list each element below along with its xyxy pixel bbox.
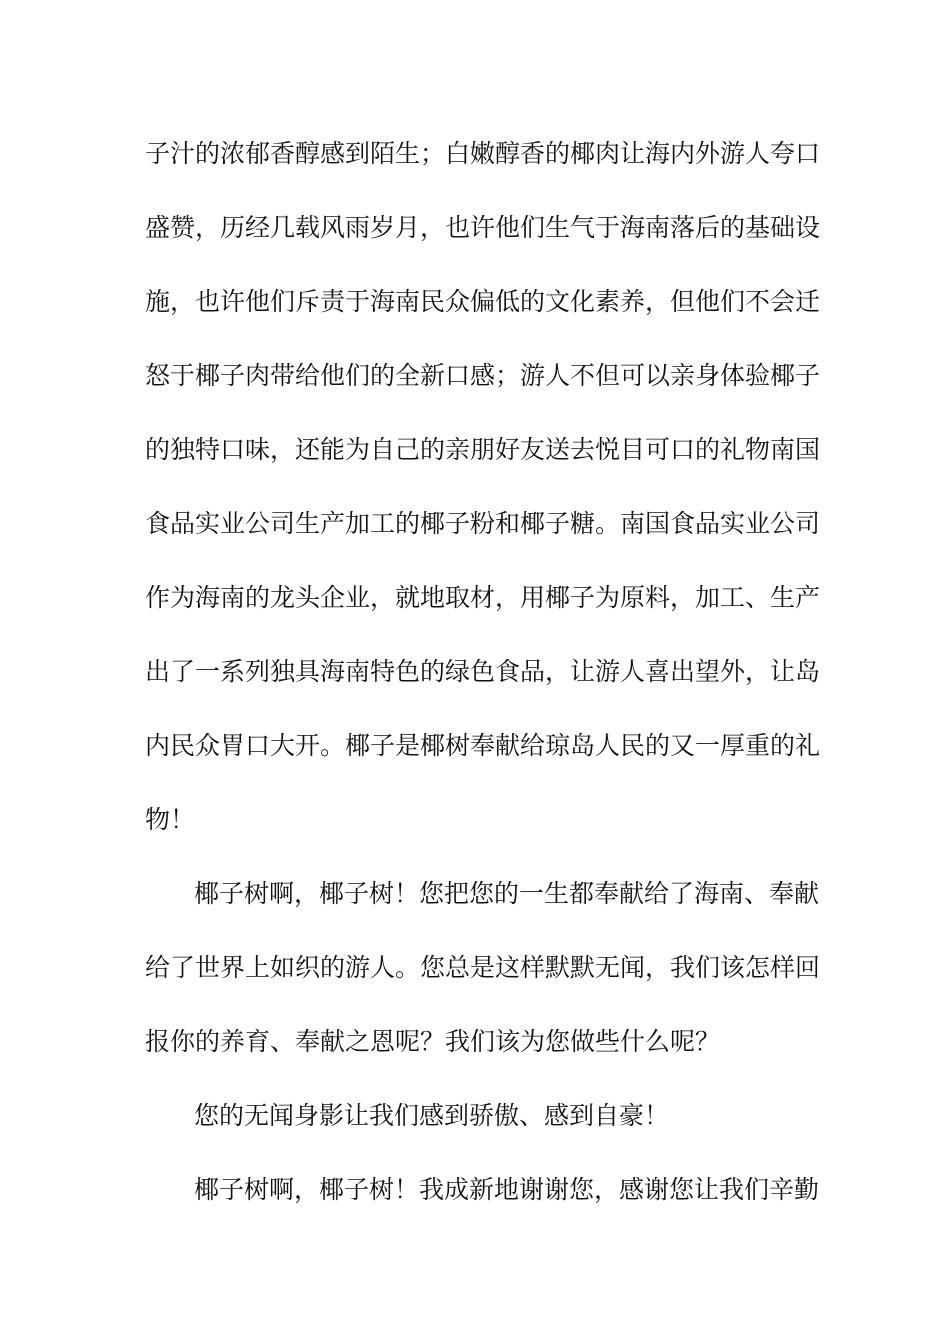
text-line: 椰子树啊，椰子树！您把您的一生都奉献给了海南、奉献: [194, 879, 820, 908]
text-line: 物！: [145, 805, 196, 834]
text-line: 的独特口味，还能为自己的亲朋好友送去悦目可口的礼物南国: [145, 435, 821, 464]
text-line: 怒于椰子肉带给他们的全新口感；游人不但可以亲身体验椰子: [145, 361, 821, 390]
text-line: 您的无闻身影让我们感到骄傲、感到自豪！: [194, 1101, 670, 1130]
text-line: 食品实业公司生产加工的椰子粉和椰子糖。南国食品实业公司: [145, 509, 821, 538]
text-line: 作为海南的龙头企业，就地取材，用椰子为原料，加工、生产: [145, 583, 821, 612]
text-line: 施，也许他们斥责于海南民众偏低的文化素养，但他们不会迁: [145, 287, 821, 316]
text-line: 给了世界上如织的游人。您总是这样默默无闻，我们该怎样回: [145, 953, 821, 982]
text-line: 报你的养育、奉献之恩呢？我们该为您做些什么呢？: [145, 1027, 721, 1056]
text-line: 出了一系列独具海南特色的绿色食品，让游人喜出望外，让岛: [145, 657, 821, 686]
text-line: 盛赞，历经几载风雨岁月，也许他们生气于海南落后的基础设: [145, 213, 821, 242]
text-line: 子汁的浓郁香醇感到陌生；白嫩醇香的椰肉让海内外游人夸口: [145, 139, 821, 168]
text-line: 内民众胃口大开。椰子是椰树奉献给琼岛人民的又一厚重的礼: [145, 731, 821, 760]
text-line: 椰子树啊，椰子树！我成新地谢谢您，感谢您让我们辛勤: [194, 1175, 820, 1204]
body-text: [145, 128, 821, 1238]
